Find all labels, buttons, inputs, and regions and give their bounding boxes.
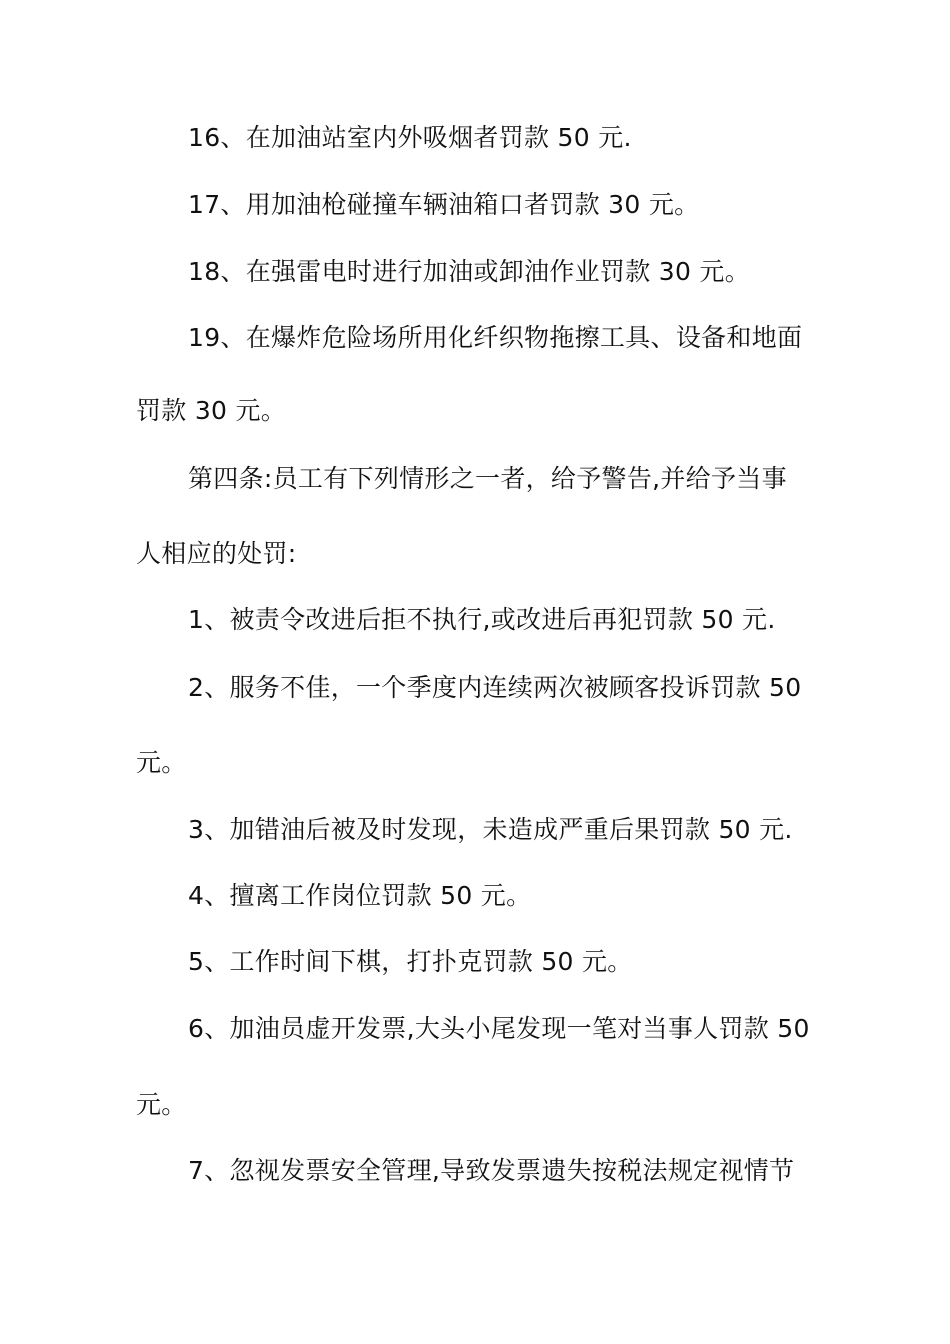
text-line: 元。 [136,1090,187,1119]
text-line: 2、服务不佳，一个季度内连续两次被顾客投诉罚款 50 [188,673,802,702]
text-line: 18、在强雷电时进行加油或卸油作业罚款 30 元。 [188,257,751,286]
text-line: 罚款 30 元。 [136,396,287,425]
text-line: 16、在加油站室内外吸烟者罚款 50 元. [188,123,632,152]
text-line: 元。 [136,748,187,777]
text-line: 3、加错油后被及时发现，未造成严重后果罚款 50 元. [188,815,793,844]
text-line: 17、用加油枪碰撞车辆油箱口者罚款 30 元。 [188,190,700,219]
text-line: 1、被责令改进后拒不执行,或改进后再犯罚款 50 元. [188,605,776,634]
text-line: 4、擅离工作岗位罚款 50 元。 [188,881,532,910]
text-line: 5、工作时间下棋，打扑克罚款 50 元。 [188,947,633,976]
text-line: 人相应的处罚: [136,539,297,568]
text-line: 7、忽视发票安全管理,导致发票遗失按税法规定视情节 [188,1156,795,1185]
text-line: 第四条:员工有下列情形之一者，给予警告,并给予当事 [188,464,787,493]
text-line: 19、在爆炸危险场所用化纤织物拖擦工具、设备和地面 [188,323,803,352]
text-line: 6、加油员虚开发票,大头小尾发现一笔对当事人罚款 50 [188,1014,810,1043]
